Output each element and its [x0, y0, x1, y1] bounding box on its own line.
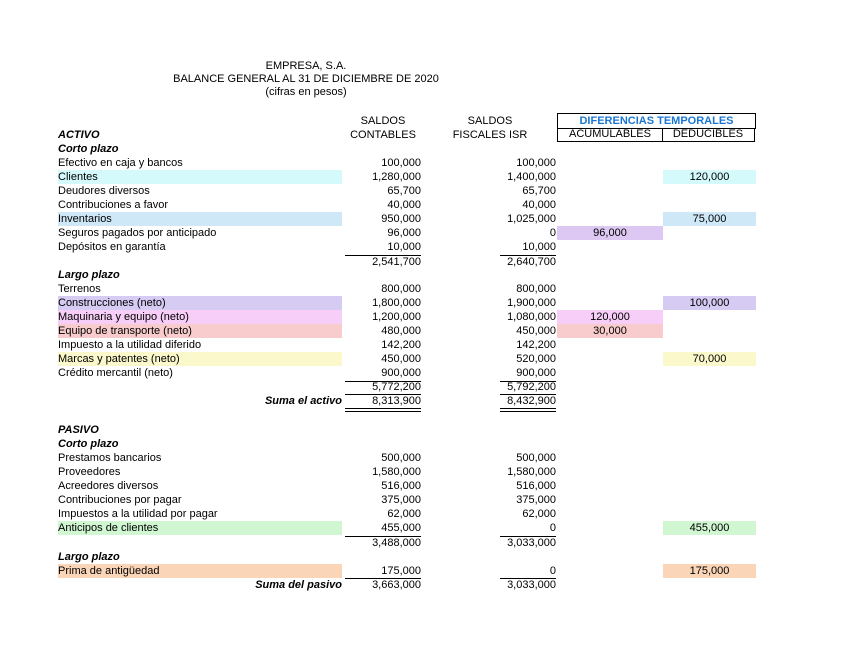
row-fiscal: 40,000	[522, 199, 556, 211]
row-label: Proveedores	[58, 466, 121, 478]
row-contable: 516,000	[381, 480, 421, 492]
row-fiscal: 142,200	[516, 339, 556, 351]
col-contables-line1: SALDOS	[360, 115, 406, 127]
row-contable: 1,280,000	[372, 171, 421, 183]
row-contable: 10,000	[387, 241, 421, 253]
suma-pasivo-fiscal: 3,033,000	[507, 579, 556, 591]
row-fiscal: 10,000	[522, 241, 556, 253]
row-contable: 40,000	[387, 199, 421, 211]
activo-largo-title: Largo plazo	[58, 269, 120, 281]
row-contable: 375,000	[381, 494, 421, 506]
activo-largo-total-contable: 5,772,200	[372, 381, 421, 393]
row-label: Crédito mercantil (neto)	[58, 367, 173, 379]
row-fiscal: 62,000	[522, 508, 556, 520]
row-contable: 500,000	[381, 452, 421, 464]
row-contable: 62,000	[387, 508, 421, 520]
section-pasivo: PASIVO	[58, 424, 99, 436]
row-fiscal: 800,000	[516, 283, 556, 295]
double-underline	[500, 408, 556, 412]
row-fiscal: 375,000	[516, 494, 556, 506]
pasivo-corto-total-fiscal: 3,033,000	[507, 537, 556, 549]
row-label: Impuestos a la utilidad por pagar	[58, 508, 218, 520]
row-contable: 175,000	[381, 565, 421, 577]
row-acumulable: 96,000	[557, 226, 663, 240]
row-contable: 900,000	[381, 367, 421, 379]
col-fiscales-line2: FISCALES ISR	[452, 129, 528, 141]
col-deducibles: DEDUCIBLES	[662, 128, 755, 142]
row-contable: 455,000	[381, 522, 421, 534]
row-fiscal: 520,000	[516, 353, 556, 365]
report-title: BALANCE GENERAL AL 31 DE DICIEMBRE DE 2020	[173, 73, 439, 85]
row-deducible: 75,000	[663, 212, 756, 226]
row-contable: 1,580,000	[372, 466, 421, 478]
double-underline	[345, 408, 421, 412]
pasivo-largo-title: Largo plazo	[58, 551, 120, 563]
row-label: Impuesto a la utilidad diferido	[58, 339, 202, 351]
col-fiscales-line1: SALDOS	[467, 115, 513, 127]
row-contable: 65,700	[387, 185, 421, 197]
row-deducible: 100,000	[663, 296, 756, 310]
pasivo-corto-title: Corto plazo	[58, 438, 119, 450]
row-label: Deudores diversos	[58, 185, 150, 197]
row-fiscal: 0	[549, 522, 556, 534]
row-contable: 100,000	[381, 157, 421, 169]
row-fiscal: 65,700	[522, 185, 556, 197]
pasivo-corto-total-contable: 3,488,000	[372, 537, 421, 549]
row-fiscal: 100,000	[516, 157, 556, 169]
diff-header: DIFERENCIAS TEMPORALES	[557, 113, 756, 129]
suma-pasivo-label: Suma del pasivo	[255, 579, 342, 591]
activo-largo-total-fiscal: 5,792,200	[507, 381, 556, 393]
activo-corto-title: Corto plazo	[58, 143, 119, 155]
row-label: Anticipos de clientes	[58, 521, 342, 535]
row-deducible: 175,000	[663, 564, 756, 578]
row-fiscal: 1,580,000	[507, 466, 556, 478]
row-fiscal: 450,000	[516, 325, 556, 337]
row-fiscal: 1,080,000	[507, 311, 556, 323]
row-fiscal: 516,000	[516, 480, 556, 492]
row-label: Terrenos	[58, 283, 101, 295]
row-contable: 450,000	[381, 353, 421, 365]
row-label: Maquinaria y equipo (neto)	[58, 310, 342, 324]
row-contable: 1,800,000	[372, 297, 421, 309]
row-label: Seguros pagados por anticipado	[58, 227, 217, 239]
activo-corto-total-fiscal: 2,640,700	[507, 256, 556, 268]
section-activo: ACTIVO	[58, 129, 100, 141]
row-label: Efectivo en caja y bancos	[58, 157, 183, 169]
row-contable: 480,000	[381, 325, 421, 337]
row-label: Acreedores diversos	[58, 480, 159, 492]
activo-corto-total-contable: 2,541,700	[372, 256, 421, 268]
company-name: EMPRESA, S.A.	[265, 60, 347, 72]
row-label: Prestamos bancarios	[58, 452, 162, 464]
row-label: Construcciones (neto)	[58, 296, 342, 310]
col-acumulables: ACUMULABLES	[557, 128, 663, 142]
row-label: Equipo de transporte (neto)	[58, 324, 342, 338]
row-contable: 800,000	[381, 283, 421, 295]
row-label: Inventarios	[58, 212, 342, 226]
row-contable: 96,000	[387, 227, 421, 239]
row-contable: 142,200	[381, 339, 421, 351]
row-contable: 950,000	[381, 213, 421, 225]
row-acumulable: 30,000	[557, 324, 663, 338]
row-deducible: 120,000	[663, 170, 756, 184]
col-contables-line2: CONTABLES	[350, 129, 416, 141]
report-subtitle: (cifras en pesos)	[265, 86, 347, 98]
row-label: Clientes	[58, 170, 342, 184]
row-fiscal: 0	[549, 565, 556, 577]
row-fiscal: 1,900,000	[507, 297, 556, 309]
row-contable: 1,200,000	[372, 311, 421, 323]
row-fiscal: 1,400,000	[507, 171, 556, 183]
row-label: Marcas y patentes (neto)	[58, 352, 342, 366]
row-deducible: 455,000	[663, 521, 756, 535]
suma-pasivo-contable: 3,663,000	[372, 579, 421, 591]
suma-activo-contable: 8,313,900	[372, 395, 421, 407]
row-fiscal: 1,025,000	[507, 213, 556, 225]
row-label: Contribuciones por pagar	[58, 494, 182, 506]
row-deducible: 70,000	[663, 352, 756, 366]
row-fiscal: 500,000	[516, 452, 556, 464]
row-fiscal: 0	[549, 227, 556, 239]
row-acumulable: 120,000	[557, 310, 663, 324]
suma-activo-fiscal: 8,432,900	[507, 395, 556, 407]
row-label: Contribuciones a favor	[58, 199, 169, 211]
row-fiscal: 900,000	[516, 367, 556, 379]
row-label: Depósitos en garantía	[58, 241, 166, 253]
row-label: Prima de antigüedad	[58, 564, 342, 578]
suma-activo-label: Suma el activo	[264, 395, 342, 407]
